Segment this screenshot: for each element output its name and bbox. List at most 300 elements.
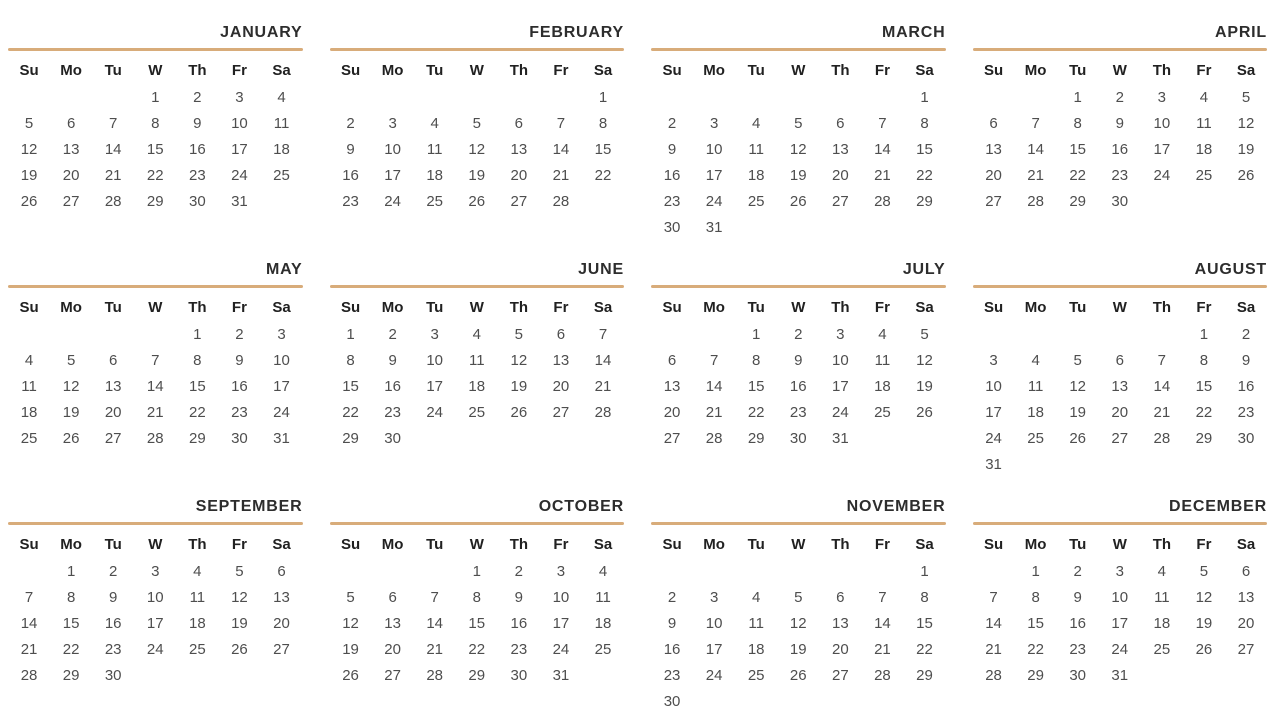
date-cell: 5 [920,326,929,343]
date-cell: 19 [1237,141,1255,158]
month-title-rule [8,285,303,288]
month-title-rule [651,48,946,51]
empty-date-cell [1141,189,1183,215]
date-cell: 9 [1241,352,1251,369]
date-cell: 21 [594,378,612,395]
date-cell: 26 [342,667,359,684]
date-cell: 26 [1195,641,1213,658]
date-cell: 4 [1199,89,1209,106]
date-cell: 9 [667,141,677,158]
empty-date-cell [651,85,693,111]
weekday-header-row [8,533,303,557]
date-cell: 20 [832,167,849,184]
date-cell: 10 [1153,115,1171,132]
month-title: JUNE [578,261,624,278]
week-row [8,426,303,452]
month-title: MARCH [881,24,946,41]
month-title-rule [330,285,625,288]
date-cell: 4 [24,352,34,369]
date-cell: 1 [1199,326,1209,343]
date-cell: 16 [789,378,807,395]
date-cell: 19 [62,404,80,421]
month-dates [330,559,625,689]
date-cell: 20 [985,167,1002,184]
weekday-header: W [148,299,163,316]
date-cell: 13 [273,589,290,606]
week-row [651,163,946,189]
date-cell: 8 [752,352,761,369]
date-cell: 24 [552,641,570,658]
date-cell: 21 [104,167,122,184]
date-cell: 13 [552,352,570,369]
date-cell: 9 [1115,115,1124,132]
date-cell: 26 [789,667,807,684]
date-cell: 3 [709,115,719,132]
date-cell: 20 [552,378,570,395]
date-cell: 12 [789,141,807,158]
week-row [651,111,946,137]
week-row [973,585,1268,611]
week-row [973,137,1268,163]
date-cell: 4 [878,326,887,343]
empty-date-cell [693,559,735,585]
date-cell: 13 [1111,378,1129,395]
date-cell: 28 [426,667,444,684]
date-cell: 11 [1196,115,1212,132]
weekday-header: Sa [593,536,613,553]
date-cell: 1 [920,563,929,580]
date-cell: 15 [468,615,486,632]
date-cell: 8 [1031,589,1040,606]
month-block-february [330,0,625,237]
weekday-header: Mo [1024,62,1047,79]
week-row [8,137,303,163]
date-cell: 22 [342,404,359,421]
date-cell: 10 [552,589,570,606]
empty-date-cell [1099,322,1141,348]
date-cell: 30 [663,219,681,236]
date-cell: 12 [231,589,248,606]
date-cell: 29 [62,667,80,684]
month-block-march [651,0,946,237]
weekday-header: Su [340,536,361,553]
date-cell: 9 [235,352,244,369]
date-cell: 16 [1237,378,1255,395]
date-cell: 31 [705,219,723,236]
date-cell: 18 [189,615,206,632]
date-cell: 13 [1237,589,1255,606]
date-cell: 26 [510,404,528,421]
weekday-header-row [651,296,946,320]
date-cell: 30 [384,430,401,447]
weekday-header: Sa [1236,536,1256,553]
date-cell: 11 [468,352,485,369]
date-cell: 20 [663,404,681,421]
week-row [8,585,303,611]
date-cell: 15 [916,141,933,158]
date-cell: 29 [1027,667,1044,684]
date-cell: 1 [1031,563,1040,580]
date-cell: 21 [874,641,891,658]
week-row [973,163,1268,189]
date-cell: 1 [66,563,76,580]
week-row [651,559,946,585]
month-title: MAY [266,261,303,278]
weekday-header: Th [831,536,850,553]
month-title-rule [8,48,303,51]
weekday-header: W [791,536,806,553]
empty-date-cell [973,85,1015,111]
week-row [330,111,625,137]
week-row [8,611,303,637]
weekday-header-row [8,59,303,83]
date-cell: 10 [1111,589,1129,606]
empty-date-cell [50,85,92,111]
week-row [8,322,303,348]
date-cell: 10 [384,141,401,158]
date-cell: 19 [468,167,486,184]
weekday-header: Su [662,536,682,553]
date-cell: 12 [342,615,359,632]
date-cell: 14 [874,141,891,158]
week-row [330,163,625,189]
date-cell: 2 [514,563,524,580]
date-cell: 26 [789,193,807,210]
week-row [973,426,1268,452]
week-row [973,111,1268,137]
month-title-rule [330,48,625,51]
date-cell: 28 [20,667,38,684]
date-cell: 6 [388,589,397,606]
date-cell: 15 [1069,141,1087,158]
date-cell: 2 [794,326,803,343]
date-cell: 30 [189,193,206,210]
date-cell: 25 [20,430,38,447]
date-cell: 17 [384,167,401,184]
weekday-header: Fr [874,62,890,79]
weekday-header: Fr [553,62,569,79]
date-cell: 3 [709,589,719,606]
date-cell: 14 [20,615,38,632]
date-cell: 18 [1027,404,1044,421]
week-row [330,426,625,452]
date-cell: 27 [384,667,401,684]
date-cell: 2 [388,326,397,343]
weekday-header: W [469,299,484,316]
date-cell: 25 [426,193,444,210]
empty-date-cell [1015,85,1057,111]
empty-date-cell [582,189,624,215]
date-cell: 4 [430,115,439,132]
date-cell: 31 [231,193,248,210]
date-cell: 26 [1237,167,1255,184]
weekday-header: Tu [426,299,444,316]
date-cell: 28 [705,430,723,447]
date-cell: 10 [273,352,290,369]
date-cell: 19 [20,167,38,184]
date-cell: 10 [231,115,248,132]
weekday-header: Tu [1069,62,1087,79]
empty-date-cell [903,689,945,715]
week-row [8,163,303,189]
month-block-april [973,0,1268,237]
month-title-rule [651,522,946,525]
date-cell: 19 [342,641,359,658]
date-cell: 1 [1073,89,1082,106]
date-cell: 18 [426,167,444,184]
date-cell: 23 [384,404,401,421]
weekday-header: Mo [381,299,404,316]
date-cell: 26 [468,193,486,210]
weekday-header: Mo [703,299,725,316]
date-cell: 28 [594,404,612,421]
week-row [8,374,303,400]
week-row [651,189,946,215]
date-cell: 23 [789,404,807,421]
date-cell: 15 [747,378,765,395]
date-cell: 17 [832,378,849,395]
weekday-header: Fr [553,299,569,316]
date-cell: 20 [510,167,528,184]
date-cell: 5 [794,589,803,606]
date-cell: 14 [1153,378,1171,395]
month-dates [651,559,946,715]
date-cell: 8 [1199,352,1209,369]
date-cell: 8 [151,115,160,132]
date-cell: 9 [667,615,677,632]
weekday-header: W [148,62,163,79]
weekday-header: Mo [703,62,725,79]
empty-date-cell [1183,663,1225,689]
week-row [651,374,946,400]
empty-date-cell [456,426,498,452]
empty-date-cell [1057,322,1099,348]
date-cell: 29 [146,193,164,210]
date-cell: 1 [472,563,481,580]
weekday-header: Th [1152,299,1172,316]
week-row [973,374,1268,400]
date-cell: 24 [832,404,849,421]
weekday-header: Sa [593,299,613,316]
date-cell: 23 [342,193,359,210]
week-row [973,85,1268,111]
date-cell: 28 [985,667,1002,684]
date-cell: 13 [384,615,401,632]
date-cell: 21 [985,641,1002,658]
date-cell: 21 [552,167,570,184]
weekday-header: Mo [60,536,82,553]
date-cell: 3 [1115,563,1124,580]
week-row [330,585,625,611]
week-row [330,663,625,689]
empty-date-cell [498,426,540,452]
date-cell: 2 [1241,326,1251,343]
date-cell: 27 [273,641,290,658]
date-cell: 23 [1069,641,1087,658]
weekday-header: Sa [593,62,613,79]
weekday-header: Th [509,62,529,79]
date-cell: 28 [552,193,570,210]
weekday-header-row [8,296,303,320]
date-cell: 17 [1153,141,1171,158]
date-cell: 12 [20,141,38,158]
weekday-header: Su [983,62,1004,79]
date-cell: 10 [146,589,164,606]
empty-date-cell [861,689,903,715]
empty-date-cell [92,322,134,348]
date-cell: 3 [277,326,286,343]
date-cell: 25 [747,193,765,210]
empty-date-cell [218,663,260,689]
weekday-header: Fr [231,299,247,316]
date-cell: 2 [346,115,355,132]
month-title-rule [651,285,946,288]
date-cell: 27 [832,667,849,684]
date-cell: 4 [472,326,481,343]
weekday-header: W [469,536,484,553]
date-cell: 14 [426,615,444,632]
date-cell: 7 [598,326,608,343]
week-row [8,111,303,137]
weekday-header: Sa [272,299,291,316]
month-dates [330,85,625,215]
week-row [651,637,946,663]
date-cell: 28 [874,193,891,210]
weekday-header: Tu [1069,299,1087,316]
empty-date-cell [8,85,50,111]
date-cell: 17 [1111,615,1129,632]
weekday-header-row [651,59,946,83]
empty-date-cell [861,85,903,111]
date-cell: 30 [663,693,681,710]
date-cell: 6 [277,563,286,580]
date-cell: 22 [747,404,765,421]
date-cell: 8 [66,589,76,606]
weekday-header: Sa [915,62,934,79]
date-cell: 1 [920,89,929,106]
date-cell: 29 [468,667,486,684]
date-cell: 6 [836,115,845,132]
date-cell: 17 [552,615,570,632]
date-cell: 16 [663,167,681,184]
date-cell: 14 [552,141,570,158]
week-row [651,322,946,348]
date-cell: 22 [1195,404,1213,421]
date-cell: 12 [468,141,486,158]
date-cell: 25 [273,167,290,184]
date-cell: 22 [468,641,486,658]
empty-date-cell [176,663,218,689]
weekday-header: Mo [1024,536,1047,553]
date-cell: 21 [426,641,444,658]
week-row [8,400,303,426]
date-cell: 24 [705,667,723,684]
date-cell: 11 [595,589,611,606]
empty-date-cell [582,663,624,689]
week-row [330,348,625,374]
date-cell: 21 [1153,404,1171,421]
date-cell: 29 [916,193,933,210]
date-cell: 1 [598,89,608,106]
date-cell: 8 [346,352,355,369]
week-row [330,400,625,426]
date-cell: 14 [104,141,122,158]
date-cell: 16 [510,615,528,632]
empty-date-cell [777,689,819,715]
date-cell: 15 [1195,378,1213,395]
date-cell: 27 [832,193,849,210]
date-cell: 13 [510,141,528,158]
month-dates [8,85,303,215]
weekday-header: Th [1152,62,1172,79]
date-cell: 24 [1153,167,1171,184]
date-cell: 16 [1069,615,1087,632]
date-cell: 18 [594,615,612,632]
date-cell: 15 [342,378,359,395]
date-cell: 13 [985,141,1002,158]
week-row [8,85,303,111]
empty-date-cell [414,426,456,452]
date-cell: 14 [985,615,1002,632]
date-cell: 15 [1027,615,1044,632]
date-cell: 5 [1199,563,1209,580]
date-cell: 20 [832,641,849,658]
date-cell: 6 [667,352,677,369]
date-cell: 17 [705,167,723,184]
week-row [330,85,625,111]
date-cell: 10 [832,352,849,369]
month-title-rule [330,522,625,525]
week-row [330,322,625,348]
date-cell: 7 [989,589,998,606]
date-cell: 9 [794,352,803,369]
date-cell: 20 [384,641,401,658]
date-cell: 19 [1195,615,1213,632]
date-cell: 5 [1073,352,1082,369]
date-cell: 3 [430,326,439,343]
empty-date-cell [973,559,1015,585]
weekday-header: Sa [272,62,291,79]
date-cell: 27 [62,193,80,210]
date-cell: 11 [21,378,37,395]
empty-date-cell [260,189,302,215]
date-cell: 11 [748,615,764,632]
weekday-header: Fr [874,536,890,553]
weekday-header: Tu [104,536,122,553]
date-cell: 7 [1031,115,1040,132]
date-cell: 2 [1073,563,1082,580]
date-cell: 10 [985,378,1002,395]
date-cell: 16 [384,378,401,395]
date-cell: 10 [705,615,723,632]
date-cell: 28 [104,193,122,210]
week-row [651,689,946,715]
date-cell: 5 [1241,89,1251,106]
week-row [651,85,946,111]
date-cell: 27 [552,404,570,421]
weekday-header: Mo [60,62,82,79]
date-cell: 11 [189,589,206,606]
date-cell: 11 [426,141,443,158]
date-cell: 24 [231,167,248,184]
empty-date-cell [134,322,176,348]
date-cell: 13 [832,141,849,158]
week-row [651,585,946,611]
date-cell: 21 [146,404,164,421]
empty-date-cell [50,322,92,348]
date-cell: 27 [663,430,681,447]
weekday-header: Su [662,62,682,79]
